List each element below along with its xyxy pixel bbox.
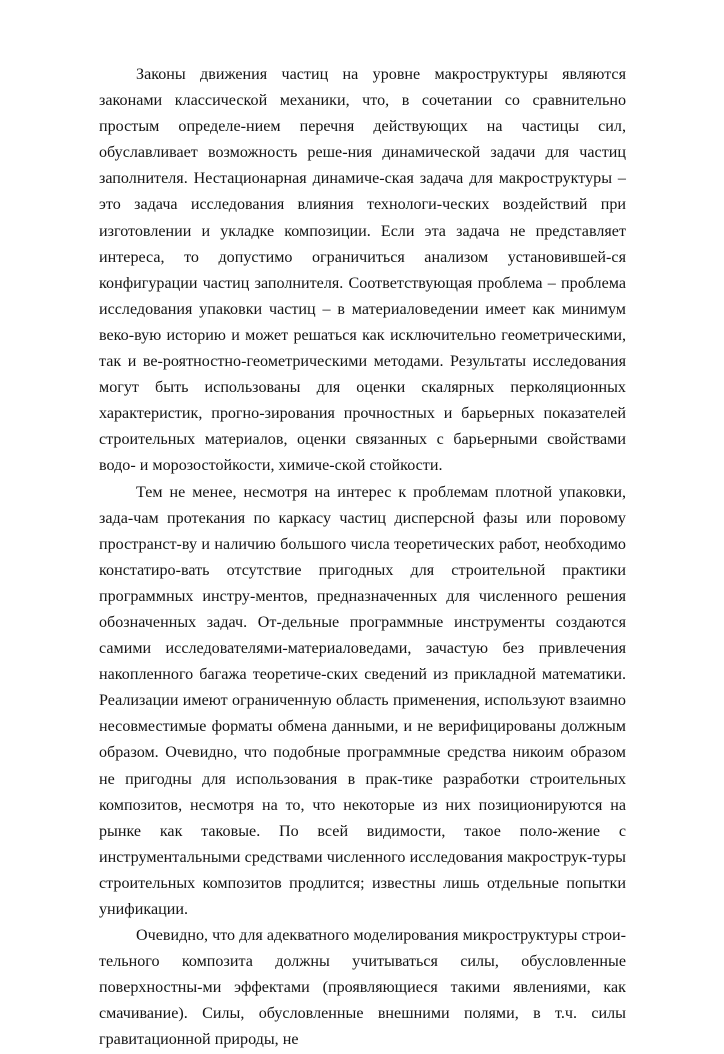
body-paragraph-2: Тем не менее, несмотря на интерес к проблемам плотной упаковки, зада-чам протекания по каркасу частиц дисперсной фазы или поровому пространст-ву и наличию большого числа теоретических работ, необходимо констатиро-вать отсутствие пригодных для строительной практики программных инстру-ментов, предназначенных для численного решения обозначенных задач. От-дельные программные инструменты создаются самими исследователями-материаловедами, зачастую без привлечения накопленного багажа теоретиче-ских сведений из прикладной математики. Реализации имеют ограниченную область применения, используют взаимно несовместимые форматы обмена данными, и не верифицированы должным образом. Очевидно, что подобные программные средства никоим образом не пригодны для использования в прак-тике разработки строительных композитов, несмотря на то, что некоторые из них позиционируются на рынке как таковые. По всей видимости, такое поло-жение с инструментальными средствами численного исследования макрострук-туры строительных композитов продлится; известны лишь отдельные попытки унификации.: [99, 483, 626, 918]
body-paragraph-1: Законы движения частиц на уровне макроструктуры являются законами классической механики, что, в сочетании со сравнительно простым определе-нием перечня действующих на частицы сил, обуславливает возможность реше-ния динамической задачи для частиц заполнителя. Нестационарная динамиче-ская задача для макроструктуры – это задача исследования влияния технологи-ческих воздействий при изготовлении и укладке композиции. Если эта задача не представляет интереса, то допустимо ограничиться анализом установившей-ся конфигурации частиц заполнителя. Соответствующая проблема – проблема исследования упаковки частиц – в материаловедении имеет как минимум веко-вую историю и может решаться как исключительно геометрическими, так и ве-роятностно-геометрическими методами. Результаты исследования могут быть использованы для оценки скалярных перколяционных характеристик, прогно-зирования прочностных и барьерных показателей строительных материалов, оценки связанных с барьерными свойствами водо- и морозостойкости, химиче-ской стойкости.: [99, 66, 626, 475]
body-paragraph-3: Очевидно, что для адекватного моделирования микроструктуры строи-тельного композита должны учитываться силы, обусловленные поверхностны-ми эффектами (проявляющиеся такими явлениями, как смачивание). Силы, обусловленные внешними полями, в т.ч. силы гравитационной природы, не: [99, 927, 626, 1049]
body-text-column: [99, 62, 626, 1054]
